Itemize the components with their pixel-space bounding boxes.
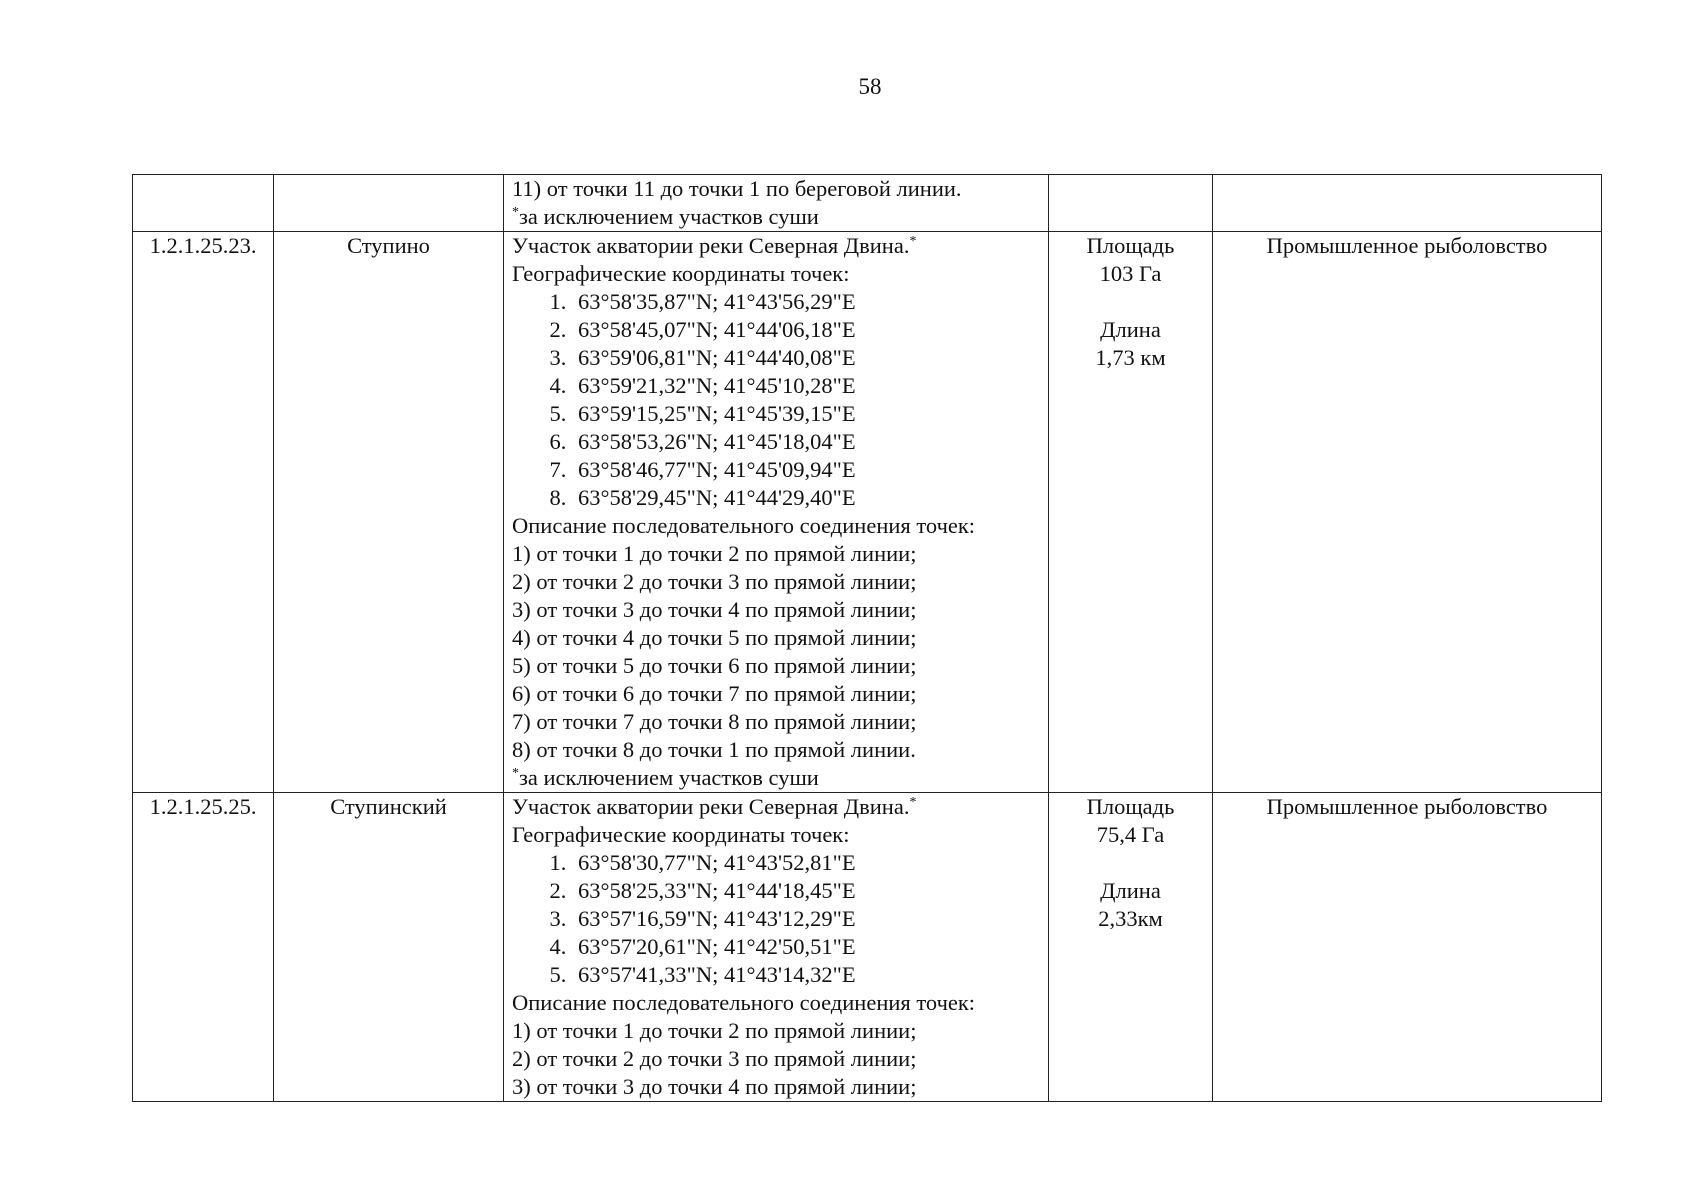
connection-line: 1) от точки 1 до точки 2 по прямой линии; xyxy=(512,541,917,566)
connection-line: 7) от точки 7 до точки 8 по прямой линии; xyxy=(512,709,917,734)
title-mark: * xyxy=(909,795,917,810)
coord-item: 8. 63°58'29,45"N; 41°44'29,40"E xyxy=(572,484,1040,512)
coord-item: 3. 63°57'16,59"N; 41°43'12,29"E xyxy=(572,905,1040,933)
cell-size xyxy=(1049,175,1213,232)
cell-size xyxy=(1049,793,1213,1102)
coord-item: 5. 63°57'41,33"N; 41°43'14,32"E xyxy=(572,961,1040,989)
length-value: 1,73 км xyxy=(1095,345,1166,370)
title-mark: * xyxy=(909,234,917,249)
connection-line: 2) от точки 2 до точки 3 по прямой линии; xyxy=(512,1046,917,1071)
length-label: Длина xyxy=(1100,317,1161,342)
page-number: 58 xyxy=(858,74,882,99)
connection-line: 8) от точки 8 до точки 1 по прямой линии. xyxy=(512,737,916,762)
area-value: 75,4 Га xyxy=(1096,822,1165,847)
table-row xyxy=(133,793,1602,1102)
cell-name: Ступино xyxy=(274,232,504,793)
coords-list xyxy=(512,849,1040,989)
footnote-line xyxy=(512,764,1040,792)
coord-item: 1. 63°58'35,87"N; 41°43'56,29"E xyxy=(572,288,1040,316)
coord-item: 5. 63°59'15,25"N; 41°45'39,15"E xyxy=(572,400,1040,428)
cell-description xyxy=(504,793,1049,1102)
cell-size xyxy=(1049,232,1213,793)
cell-name: Ступинский xyxy=(274,793,504,1102)
connection-line: 3) от точки 3 до точки 4 по прямой линии; xyxy=(512,597,917,622)
area-label: Площадь xyxy=(1086,794,1175,819)
fishing-areas-table xyxy=(132,174,1602,1102)
connection-line: 1) от точки 1 до точки 2 по прямой линии; xyxy=(512,1018,917,1043)
area-label: Площадь xyxy=(1086,233,1175,258)
footnote-mark: * xyxy=(512,205,519,220)
footnote-text: за исключением участков суши xyxy=(519,765,819,790)
connections-heading: Описание последовательного соединения точек: xyxy=(512,513,976,538)
coord-item: 6. 63°58'53,26"N; 41°45'18,04"E xyxy=(572,428,1040,456)
table-row-continuation xyxy=(133,175,1602,232)
connection-line: 4) от точки 4 до точки 5 по прямой линии; xyxy=(512,625,917,650)
table-row xyxy=(133,232,1602,793)
coords-heading: Географические координаты точек: xyxy=(512,822,850,847)
coord-item: 2. 63°58'25,33"N; 41°44'18,45"E xyxy=(572,877,1040,905)
connection-line: 11) от точки 11 до точки 1 по береговой линии. xyxy=(512,176,962,201)
length-value: 2,33км xyxy=(1098,906,1163,931)
connection-line: 5) от точки 5 до точки 6 по прямой линии; xyxy=(512,653,917,678)
connection-line: 2) от точки 2 до точки 3 по прямой линии; xyxy=(512,569,917,594)
length-label: Длина xyxy=(1100,878,1161,903)
area-title: Участок акватории реки Северная Двина.* xyxy=(512,233,917,258)
footnote-line xyxy=(512,203,1040,231)
cell-use: Промышленное рыболовство xyxy=(1213,232,1602,793)
cell-number: 1.2.1.25.23. xyxy=(133,232,274,793)
footnote-text: за исключением участков суши xyxy=(519,204,819,229)
coord-item: 1. 63°58'30,77"N; 41°43'52,81"E xyxy=(572,849,1040,877)
cell-use xyxy=(1213,175,1602,232)
cell-name xyxy=(274,175,504,232)
footnote-mark: * xyxy=(512,766,519,781)
connections-heading: Описание последовательного соединения точек: xyxy=(512,990,976,1015)
coords-heading: Географические координаты точек: xyxy=(512,261,850,286)
cell-number xyxy=(133,175,274,232)
cell-description xyxy=(504,232,1049,793)
coord-item: 4. 63°59'21,32"N; 41°45'10,28"E xyxy=(572,372,1040,400)
coord-item: 4. 63°57'20,61"N; 41°42'50,51"E xyxy=(572,933,1040,961)
area-title: Участок акватории реки Северная Двина.* xyxy=(512,794,917,819)
coord-item: 2. 63°58'45,07"N; 41°44'06,18"E xyxy=(572,316,1040,344)
area-value: 103 Га xyxy=(1099,261,1162,286)
connection-line: 6) от точки 6 до точки 7 по прямой линии; xyxy=(512,681,917,706)
coords-list xyxy=(512,288,1040,512)
coord-item: 7. 63°58'46,77"N; 41°45'09,94"E xyxy=(572,456,1040,484)
cell-description xyxy=(504,175,1049,232)
cell-use: Промышленное рыболовство xyxy=(1213,793,1602,1102)
cell-number: 1.2.1.25.25. xyxy=(133,793,274,1102)
connection-line: 3) от точки 3 до точки 4 по прямой линии; xyxy=(512,1074,917,1099)
coord-item: 3. 63°59'06,81"N; 41°44'40,08"E xyxy=(572,344,1040,372)
